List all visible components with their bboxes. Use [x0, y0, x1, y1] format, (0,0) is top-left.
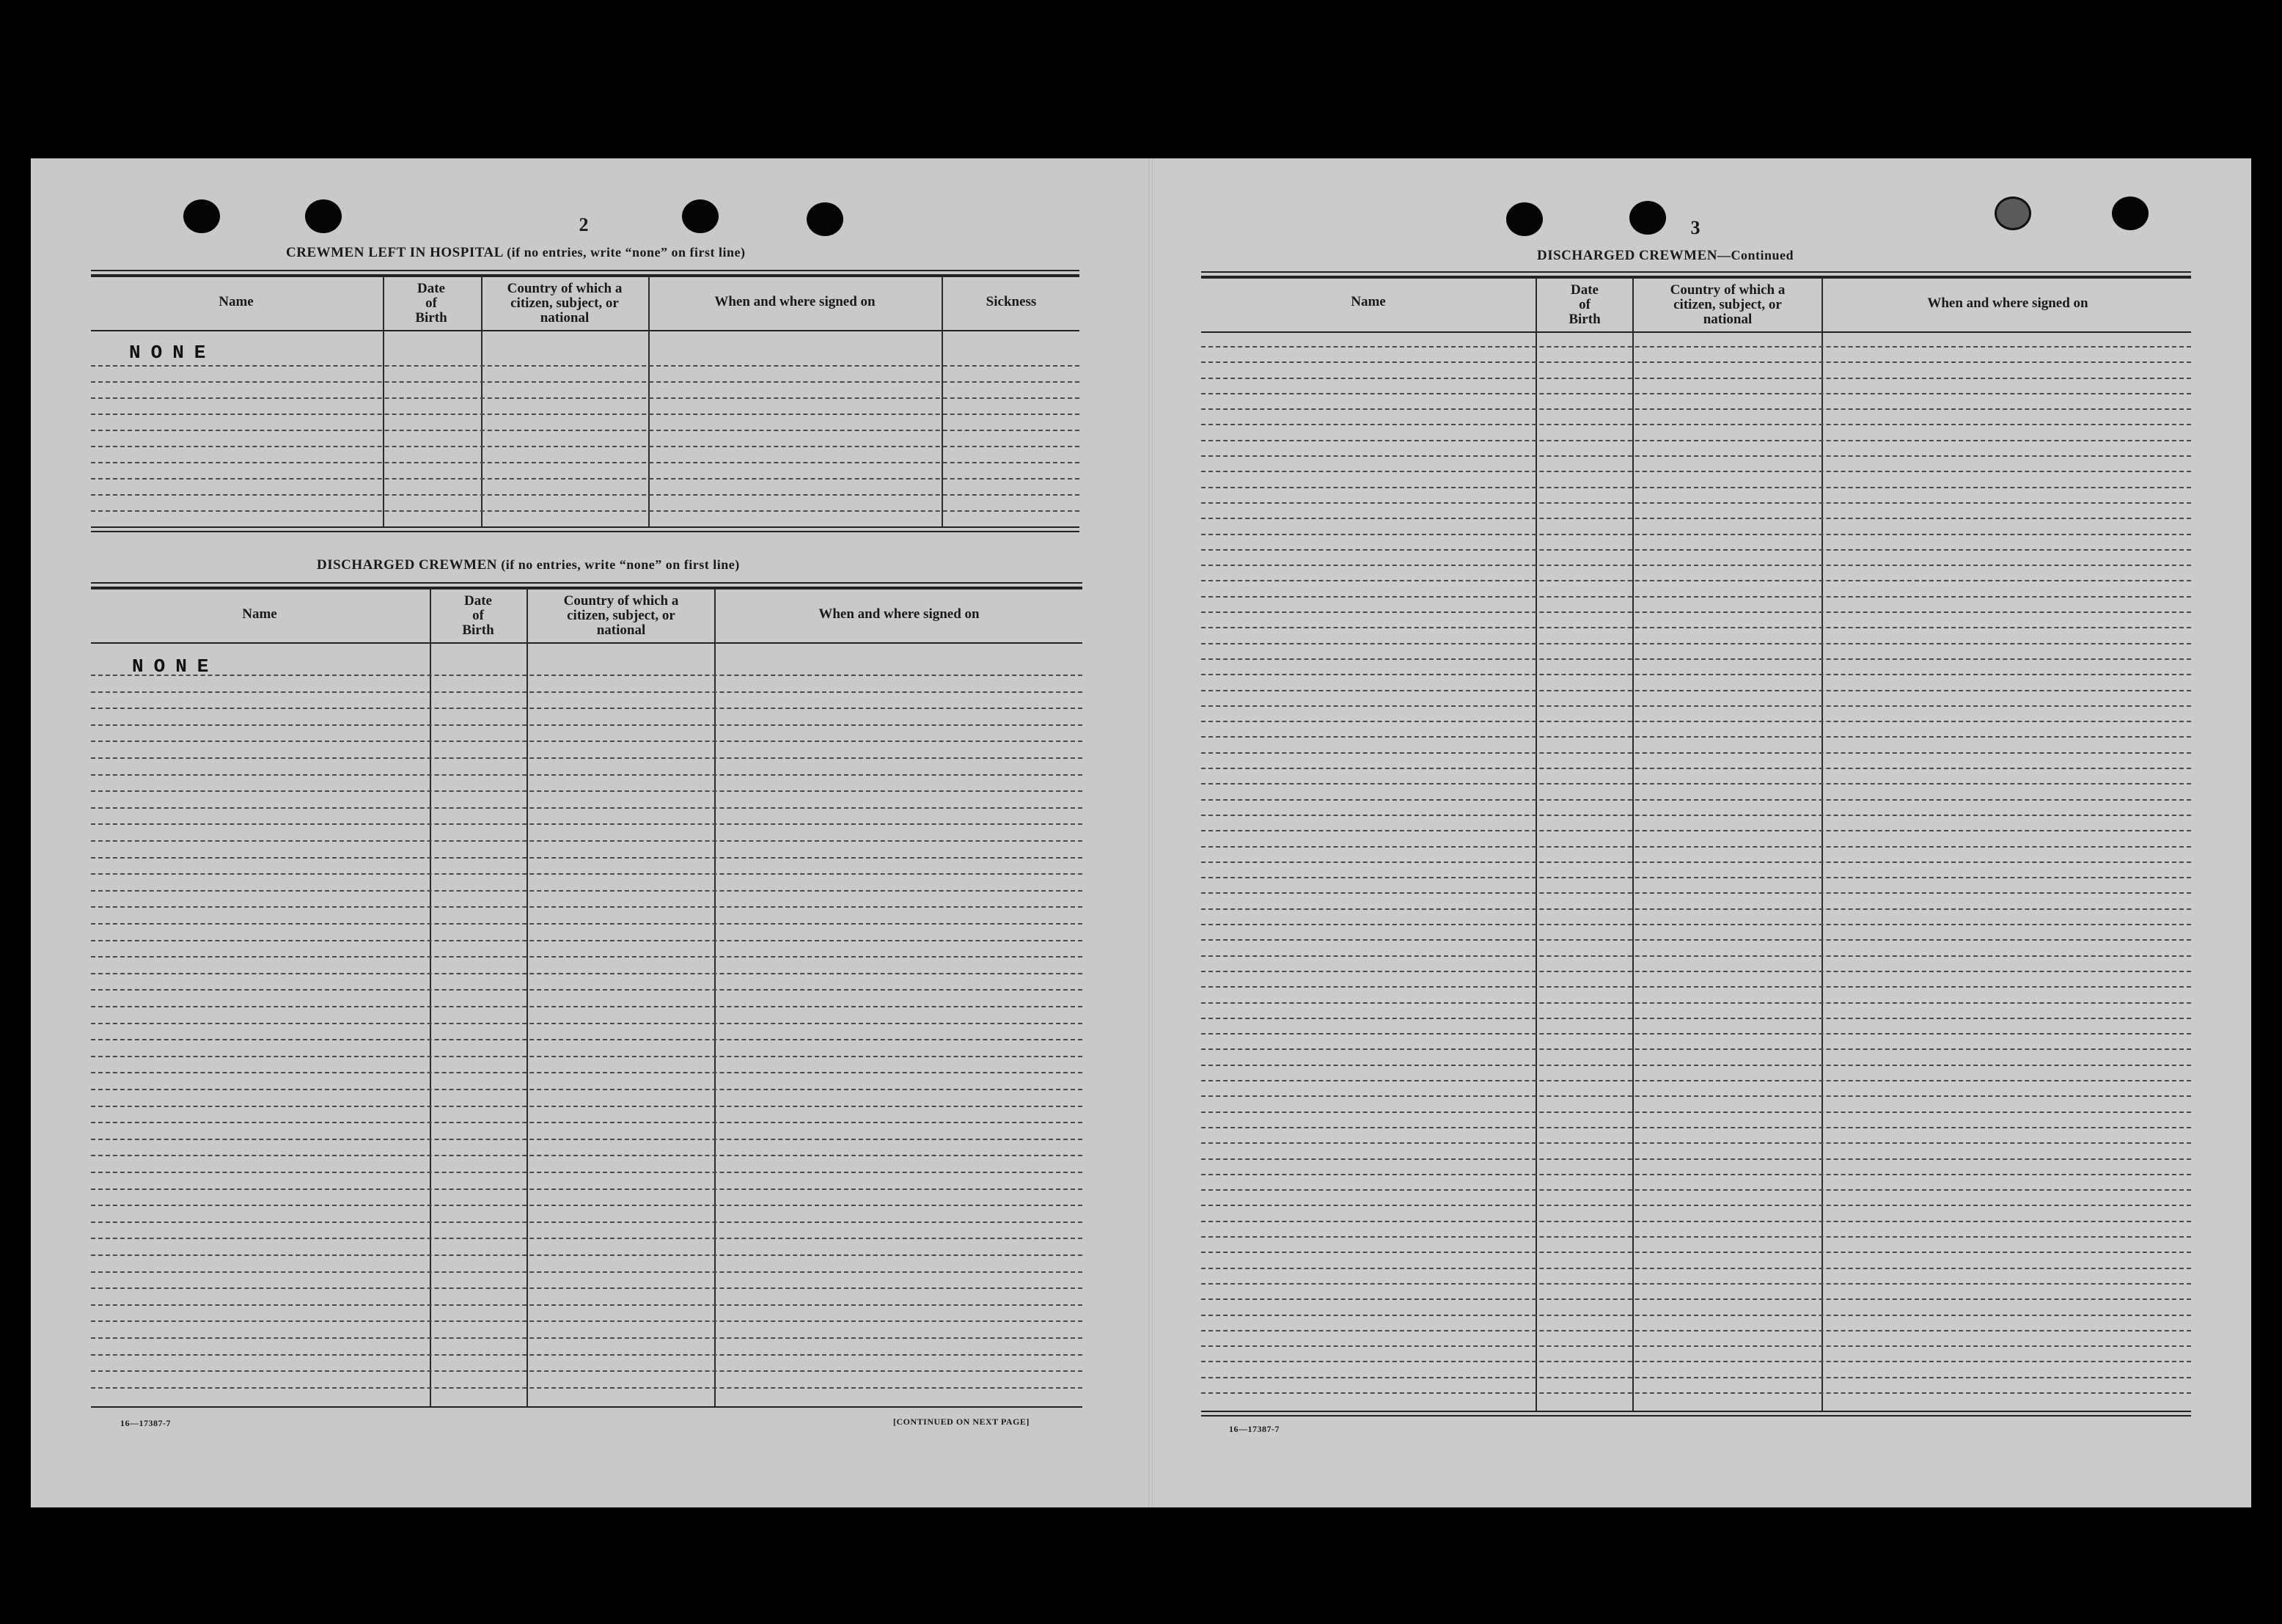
entry-line — [1201, 627, 2191, 628]
discharged-col-country: Country of which a citizen, subject, or national — [563, 593, 679, 638]
entry-line — [91, 906, 1082, 908]
entry-line — [91, 989, 1082, 991]
entry-line — [1201, 815, 2191, 816]
discharged-col-dob: Date of Birth — [462, 593, 494, 638]
entry-line — [91, 757, 1082, 759]
entry-line — [91, 478, 1079, 480]
entry-line — [91, 1387, 1082, 1389]
entry-line — [1201, 565, 2191, 566]
entry-line — [1201, 1345, 2191, 1347]
hospital-col-dob: Date of Birth — [415, 281, 447, 326]
entry-line — [1201, 1268, 2191, 1269]
entry-line — [91, 1139, 1082, 1140]
entry-line — [1201, 1033, 2191, 1035]
column-divider — [942, 276, 943, 528]
entry-line — [91, 1271, 1082, 1273]
hospital-col-name: Name — [219, 294, 254, 309]
discharged-col-name: Name — [242, 606, 277, 622]
entry-line — [1201, 846, 2191, 848]
entry-line — [1201, 549, 2191, 551]
entry-line — [1201, 1205, 2191, 1206]
entry-line — [1201, 424, 2191, 425]
entry-line — [91, 823, 1082, 825]
table-bottom-rule — [91, 526, 1079, 528]
continued-note: [CONTINUED ON NEXT PAGE] — [893, 1417, 1030, 1427]
table-top-rule — [1201, 271, 2191, 273]
entry-line — [91, 1172, 1082, 1173]
page-fold — [1148, 158, 1153, 1507]
entry-line — [91, 494, 1079, 496]
punch-hole — [2112, 196, 2149, 230]
entry-line — [91, 1072, 1082, 1073]
punch-hole — [807, 202, 843, 236]
entry-line — [91, 741, 1082, 742]
entry-line — [1201, 1112, 2191, 1113]
punch-hole — [682, 199, 719, 233]
entry-line — [91, 397, 1079, 399]
punch-hole — [1995, 196, 2031, 230]
entry-line — [1201, 736, 2191, 738]
entry-line — [1201, 908, 2191, 910]
header-bottom-rule — [1201, 331, 2191, 333]
entry-line — [91, 510, 1079, 512]
entry-line — [1201, 705, 2191, 707]
entry-line — [91, 774, 1082, 776]
entry-line — [91, 1106, 1082, 1107]
entry-line — [1201, 440, 2191, 441]
column-divider — [481, 276, 483, 528]
entry-line — [1201, 768, 2191, 769]
column-divider — [1536, 277, 1537, 1412]
entry-line — [1201, 611, 2191, 613]
entry-line — [1201, 830, 2191, 831]
entry-line — [1201, 892, 2191, 894]
entry-line — [91, 1238, 1082, 1239]
column-divider — [714, 588, 716, 1408]
entry-line — [91, 1056, 1082, 1057]
hospital-instruction: (if no entries, write “none” on first line) — [507, 245, 746, 260]
entry-line — [91, 708, 1082, 709]
hospital-section-title — [286, 245, 746, 261]
entry-line — [91, 790, 1082, 792]
entry-line — [1201, 1361, 2191, 1362]
entry-line — [91, 1205, 1082, 1206]
entry-line — [91, 365, 1079, 367]
entry-line — [91, 1122, 1082, 1123]
form-code: 16—17387-7 — [1229, 1424, 1280, 1434]
entry-line — [91, 1320, 1082, 1322]
entry-line — [1201, 1142, 2191, 1144]
page-number: 2 — [579, 214, 589, 235]
entry-line — [1201, 939, 2191, 941]
entry-line — [1201, 1221, 2191, 1222]
entry-line — [91, 973, 1082, 974]
entry-line — [91, 840, 1082, 842]
table-top-rule — [91, 270, 1079, 271]
entry-line — [1201, 580, 2191, 581]
entry-line — [91, 691, 1082, 693]
table-top-rule — [91, 582, 1082, 584]
table-bottom-rule — [1201, 1411, 2191, 1412]
entry-line — [1201, 471, 2191, 472]
discharged-continued-title — [1537, 248, 1794, 264]
right-col-name: Name — [1351, 294, 1386, 309]
entry-line — [1201, 1158, 2191, 1160]
entry-line — [1201, 721, 2191, 722]
entry-line — [1201, 861, 2191, 863]
entry-line — [91, 675, 1082, 676]
entry-line — [91, 1089, 1082, 1090]
column-divider — [383, 276, 384, 528]
page-number: 3 — [1690, 217, 1701, 238]
entry-line — [1201, 408, 2191, 410]
right-col-country: Country of which a citizen, subject, or national — [1670, 282, 1786, 327]
entry-line — [1201, 1236, 2191, 1238]
entry-line — [91, 724, 1082, 726]
entry-line — [91, 462, 1079, 463]
header-bottom-rule — [91, 642, 1082, 644]
entry-line — [1201, 955, 2191, 957]
entry-line — [1201, 1127, 2191, 1128]
entry-line — [91, 381, 1079, 383]
entry-line — [1201, 1048, 2191, 1050]
entry-line — [91, 890, 1082, 892]
entry-line — [1201, 658, 2191, 660]
table-bottom-rule — [1201, 1415, 2191, 1417]
punch-hole — [1506, 202, 1543, 236]
entry-line — [1201, 1283, 2191, 1285]
entry-line — [1201, 1080, 2191, 1081]
entry-line — [91, 1023, 1082, 1024]
entry-line — [1201, 1018, 2191, 1019]
entry-line — [1201, 502, 2191, 504]
column-divider — [648, 276, 650, 528]
entry-line — [1201, 455, 2191, 457]
table-top-rule — [1201, 276, 2191, 279]
hospital-entry-name: NONE — [129, 342, 216, 364]
entry-line — [91, 430, 1079, 431]
table-top-rule — [91, 274, 1079, 277]
table-bottom-rule — [91, 531, 1079, 532]
entry-line — [91, 446, 1079, 447]
continued-suffix: —Continued — [1717, 248, 1794, 262]
entry-line — [1201, 518, 2191, 519]
entry-line — [91, 414, 1079, 415]
entry-line — [1201, 752, 2191, 754]
entry-line — [91, 1254, 1082, 1256]
discharged-col-signed-on: When and where signed on — [818, 606, 980, 622]
table-bottom-rule — [91, 1406, 1082, 1408]
entry-line — [1201, 924, 2191, 925]
entry-line — [1201, 1174, 2191, 1175]
discharged-section-title — [317, 557, 740, 573]
entry-line — [91, 1221, 1082, 1223]
entry-line — [1201, 783, 2191, 785]
entry-line — [1201, 1315, 2191, 1316]
entry-line — [1201, 643, 2191, 644]
entry-line — [1201, 690, 2191, 691]
entry-line — [1201, 1002, 2191, 1004]
entry-line — [1201, 1065, 2191, 1066]
table-top-rule — [91, 587, 1082, 589]
right-col-signed-on: When and where signed on — [1927, 295, 2088, 311]
punch-hole — [1629, 201, 1666, 235]
entry-line — [91, 956, 1082, 958]
entry-line — [1201, 877, 2191, 878]
entry-line — [91, 1006, 1082, 1007]
entry-line — [1201, 986, 2191, 988]
header-bottom-rule — [91, 330, 1079, 331]
entry-line — [1201, 674, 2191, 675]
hospital-col-signed-on: When and where signed on — [714, 294, 876, 309]
entry-line — [91, 1370, 1082, 1372]
entry-line — [91, 923, 1082, 925]
entry-line — [91, 1287, 1082, 1289]
entry-line — [1201, 346, 2191, 348]
entry-line — [1201, 1330, 2191, 1331]
entry-line — [91, 1354, 1082, 1356]
entry-line — [1201, 1377, 2191, 1378]
entry-line — [91, 1039, 1082, 1040]
discharged-entry-name: NONE — [132, 655, 219, 677]
right-col-dob: Date of Birth — [1569, 282, 1601, 327]
entry-line — [91, 857, 1082, 859]
entry-line — [1201, 799, 2191, 801]
entry-line — [91, 807, 1082, 809]
column-divider — [430, 588, 431, 1408]
entry-line — [1201, 971, 2191, 972]
form-code: 16—17387-7 — [120, 1418, 171, 1428]
hospital-title-text: CREWMEN LEFT IN HOSPITAL — [286, 245, 503, 260]
entry-line — [1201, 378, 2191, 379]
punch-hole — [305, 199, 342, 233]
entry-line — [1201, 1252, 2191, 1253]
entry-line — [91, 1337, 1082, 1339]
entry-line — [1201, 534, 2191, 535]
entry-line — [91, 1304, 1082, 1306]
entry-line — [1201, 487, 2191, 488]
column-divider — [527, 588, 528, 1408]
entry-line — [91, 1188, 1082, 1190]
entry-line — [91, 873, 1082, 875]
column-divider — [1821, 277, 1823, 1412]
entry-line — [1201, 1298, 2191, 1300]
entry-line — [91, 940, 1082, 941]
entry-line — [1201, 1095, 2191, 1097]
entry-line — [1201, 1189, 2191, 1191]
entry-line — [1201, 596, 2191, 598]
discharged-continued-title-text: DISCHARGED CREWMEN — [1537, 248, 1717, 263]
column-divider — [1632, 277, 1634, 1412]
discharged-title-text: DISCHARGED CREWMEN — [317, 557, 497, 573]
hospital-col-sickness: Sickness — [986, 294, 1037, 309]
right-page — [1151, 158, 2251, 1507]
entry-line — [1201, 361, 2191, 363]
hospital-col-country: Country of which a citizen, subject, or national — [507, 281, 623, 326]
entry-line — [1201, 393, 2191, 394]
entry-line — [91, 1155, 1082, 1156]
punch-hole — [183, 199, 220, 233]
entry-line — [1201, 1392, 2191, 1394]
discharged-instruction: (if no entries, write “none” on first line) — [501, 557, 740, 572]
